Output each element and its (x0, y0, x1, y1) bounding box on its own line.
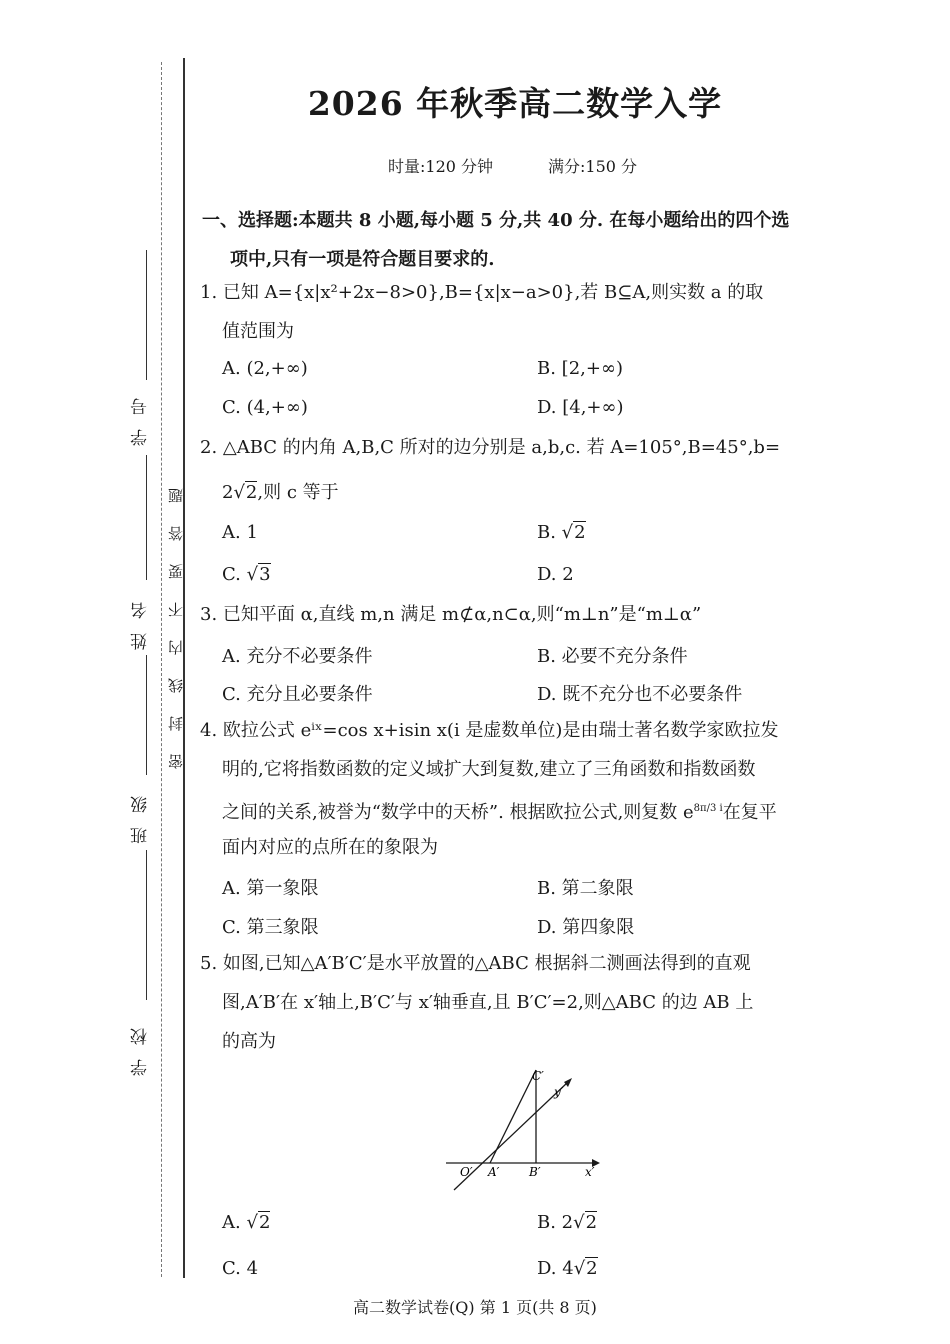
q5-stem-line1: 5. 如图,已知△A′B′C′是水平放置的△ABC 根据斜二测画法得到的直观 (200, 953, 751, 974)
q1-option-b[interactable]: B. [2,+∞) (537, 358, 623, 379)
q3-option-b[interactable]: B. 必要不充分条件 (537, 646, 688, 667)
q2-option-c[interactable]: C. √3 (222, 564, 271, 585)
seal-notice: 密封线内不要答题 (167, 465, 185, 769)
q3-option-d[interactable]: D. 既不充分也不必要条件 (537, 684, 743, 705)
q4-option-c[interactable]: C. 第三象限 (222, 917, 319, 938)
q4-stem-line3: 之间的关系,被誉为“数学中的天桥”. 根据欧拉公式,则复数 $e^{8\pi/3 i}$在复平 (222, 802, 777, 823)
q5-option-c[interactable]: C. 4 (222, 1258, 259, 1279)
q2-option-b[interactable]: B. √2 (537, 522, 586, 543)
class-underline[interactable] (146, 655, 147, 775)
q4-option-a[interactable]: A. 第一象限 (222, 878, 319, 899)
page-footer: 高二数学试卷(Q) 第 1 页(共 8 页) (353, 1298, 597, 1317)
exam-time: 时量:120 分钟 (388, 157, 494, 176)
q5-option-d[interactable]: D. 4√2 (537, 1258, 598, 1279)
question-4 (200, 711, 824, 867)
q2-stem-line2: 2√2,则 c 等于 (222, 482, 339, 503)
q1-option-d[interactable]: D. [4,+∞) (537, 397, 624, 418)
question-3 (200, 595, 824, 634)
student-id-label: 学号 (131, 384, 151, 446)
page-title: 2026 年秋季高二数学入学 (307, 84, 723, 123)
q3-stem-line1: 3. 已知平面 α,直线 m,n 满足 m⊄α,n⊂α,则“m⊥n”是“m⊥α” (200, 604, 702, 625)
q1-option-a[interactable]: A. (2,+∞) (222, 358, 308, 379)
q3-option-c[interactable]: C. 充分且必要条件 (222, 684, 373, 705)
q1-stem-line1: 1. 已知 A={x|x²+2x−8>0},B={x|x−a>0},若 B⊆A,则实数 a 的取 (200, 282, 764, 303)
section-heading-line1: 一、选择题:本题共 8 小题,每小题 5 分,共 40 分. 在每小题给出的四个选 (202, 210, 790, 231)
q5-option-a[interactable]: A. √2 (222, 1212, 271, 1233)
label-a: A′ (488, 1165, 500, 1179)
q2-option-a[interactable]: A. 1 (222, 522, 258, 543)
q5-stem-line2: 图,A′B′在 x′轴上,B′C′与 x′轴垂直,且 B′C′=2,则△ABC 的边 AB 上 (222, 992, 754, 1013)
question-1 (200, 273, 824, 351)
name-underline[interactable] (146, 455, 147, 580)
student-id-underline[interactable] (146, 250, 147, 380)
section-heading-line2: 项中,只有一项是符合题目要求的. (230, 249, 495, 270)
q3-option-a[interactable]: A. 充分不必要条件 (222, 646, 373, 667)
label-c: C′ (532, 1069, 544, 1083)
label-y: y′ (554, 1085, 564, 1099)
school-underline[interactable] (146, 850, 147, 1000)
q5-stem-line3: 的高为 (222, 1031, 276, 1052)
q4-option-b[interactable]: B. 第二象限 (537, 878, 634, 899)
question-5 (200, 944, 824, 1061)
label-o: O′ (460, 1165, 473, 1179)
q1-stem-line2: 值范围为 (222, 321, 294, 342)
question-2 (200, 428, 824, 512)
q2-option-d[interactable]: D. 2 (537, 564, 574, 585)
label-b: B′ (529, 1165, 541, 1179)
q4-option-d[interactable]: D. 第四象限 (537, 917, 635, 938)
segment-a-c (490, 1070, 536, 1163)
school-label: 学校 (131, 1014, 151, 1076)
section-heading (202, 201, 824, 279)
q4-stem-line2: 明的,它将指数函数的定义域扩大到复数,建立了三角函数和指数函数 (222, 759, 756, 780)
class-label: 班级 (131, 782, 151, 844)
q2-stem-line1: 2. △ABC 的内角 A,B,C 所对的边分别是 a,b,c. 若 A=105°,B=45°,b= (200, 437, 781, 458)
q5-option-b[interactable]: B. 2√2 (537, 1212, 598, 1233)
q1-option-c[interactable]: C. (4,+∞) (222, 397, 308, 418)
q4-stem-line1: 4. 欧拉公式 eⁱˣ=cos x+isin x(i 是虚数单位)是由瑞士著名数学家欧拉发 (200, 720, 779, 741)
q4-stem-line4: 面内对应的点所在的象限为 (222, 837, 438, 858)
exam-score: 满分:150 分 (548, 157, 638, 176)
seal-dashed-line (161, 62, 162, 1277)
name-label: 姓名 (131, 588, 151, 650)
label-x: x′ (585, 1165, 595, 1179)
q4-exponent: 8π/3 i (693, 803, 723, 814)
y-axis-arrow (564, 1078, 572, 1087)
oblique-projection-figure (444, 1062, 614, 1197)
binding-margin (0, 0, 195, 1344)
